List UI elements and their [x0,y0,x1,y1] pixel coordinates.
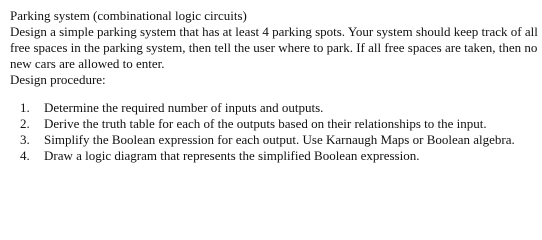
procedure-step [10,100,538,116]
assignment-document [10,8,538,164]
assignment-description: Design a simple parking system that has at least 4 parking spots. Your system should keep track of all free spaces in the parking system, then tell the user where to park. If all free spaces are taken, then no new cars are allowed to enter. [10,24,538,71]
step-text: Simplify the Boolean expression for each output. Use Karnaugh Maps or Boolean algebra. [44,132,515,147]
step-number: 1. [20,100,30,115]
procedure-steps-list [10,100,538,164]
assignment-title: Parking system (combinational logic circuits) [10,8,247,23]
procedure-step [10,116,538,132]
procedure-step [10,132,538,148]
procedure-step [10,148,538,164]
step-number: 4. [20,148,30,163]
step-text: Derive the truth table for each of the outputs based on their relationships to the input. [44,116,487,131]
step-text: Determine the required number of inputs and outputs. [44,100,324,115]
step-number: 3. [20,132,30,147]
step-text: Draw a logic diagram that represents the simplified Boolean expression. [44,148,420,163]
procedure-heading: Design procedure: [10,72,106,87]
step-number: 2. [20,116,30,131]
